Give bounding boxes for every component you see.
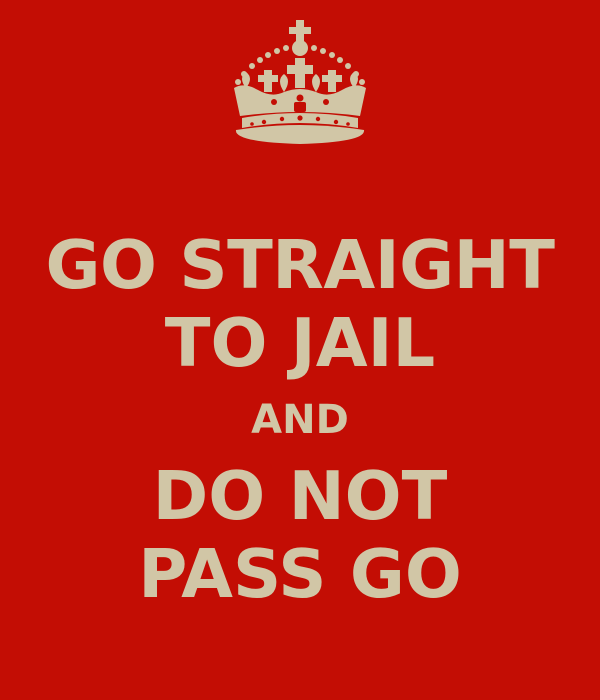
poster-line-2: TO JAIL <box>164 304 436 382</box>
poster-line-3: AND <box>251 397 349 443</box>
poster-line-5: PASS GO <box>138 535 462 613</box>
poster-line-4: DO NOT <box>152 457 448 535</box>
crown-icon <box>224 18 376 146</box>
poster-line-1: GO STRAIGHT <box>45 226 555 304</box>
